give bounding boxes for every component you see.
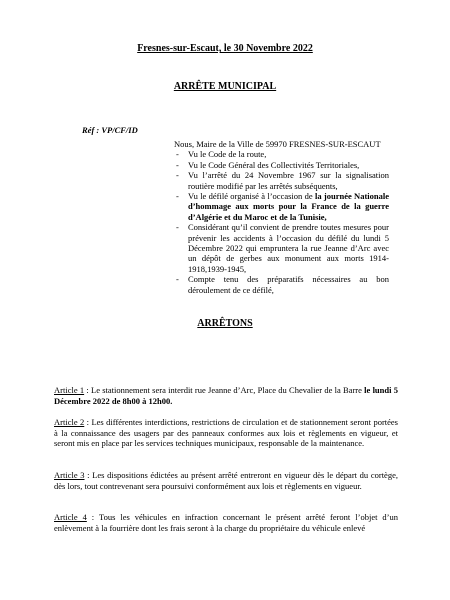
arretons-title: ARRÊTONS xyxy=(197,318,253,329)
document-title: ARRÊTE MUNICIPAL xyxy=(173,81,277,92)
article-label: Article 2 xyxy=(54,417,85,427)
consideration-text: Compte tenu des préparatifs nécessaires au bon déroulement de ce défilé, xyxy=(188,274,389,295)
article-label: Article 1 xyxy=(54,385,85,395)
date-line: Fresnes-sur-Escaut, le 30 Novembre 2022 xyxy=(137,43,313,54)
article-separator: : xyxy=(86,512,99,522)
list-dash: - xyxy=(176,222,179,233)
article-text: Tous les véhicules en infraction concernant le présent arrêté feront l’objet d’un enlèvement à la fourrière dont les frais seront à la charge du propriétaire du véhicule enlevé xyxy=(54,512,398,533)
consideration-item xyxy=(174,191,389,222)
consideration-bold-text: la journée Nationale d’hommage aux morts pour la France de la guerre d’Algérie et du Maroc et de la Tunisie, xyxy=(188,191,389,222)
article-text: Les dispositions édictées au présent arrêté entreront en vigueur dès le départ du cortège, dès lors, tout contrevenant sera poursuivi conformément aux lois et règlements en vigueur. xyxy=(54,470,398,491)
list-dash: - xyxy=(176,274,179,285)
article-3 xyxy=(54,470,398,491)
list-dash: - xyxy=(176,191,179,202)
consideration-text: Vu le Code Général des Collectivités Territoriales, xyxy=(188,159,360,170)
consideration-item xyxy=(174,160,389,170)
article-1 xyxy=(54,385,398,406)
consideration-text: Vu le Code de la route, xyxy=(188,149,267,160)
article-label: Article 3 xyxy=(54,470,85,480)
preamble-opening: Nous, Maire de la Ville de 59970 FRESNES-SUR-ESCAUT xyxy=(174,139,381,149)
article-4 xyxy=(54,512,398,533)
article-bold-text: le lundi 5 Décembre 2022 de 8h00 à 12h00. xyxy=(54,385,398,406)
consideration-text: Vu l’arrêté du 24 Novembre 1967 sur la signalisation routière modifié par les arrêtés subséquents, xyxy=(188,170,389,191)
consideration-text: Vu le défilé organisé à l’occasion de xyxy=(188,191,315,202)
consideration-text: Considérant qu’il convient de prendre toutes mesures pour prévenir les accidents à l’occasion du défilé du lundi 5 Décembre 2022 qui empruntera la rue Jeanne d’Arc avec un dépôt de gerbes aux monument aux morts 1914-1918,1939-1945, xyxy=(188,222,389,274)
consideration-item xyxy=(174,170,389,191)
list-dash: - xyxy=(176,149,179,160)
consideration-item xyxy=(174,274,389,295)
article-separator: : xyxy=(84,385,91,395)
list-dash: - xyxy=(176,159,179,170)
reference: Réf : VP/CF/ID xyxy=(82,125,138,135)
article-separator: : xyxy=(84,470,93,480)
article-2 xyxy=(54,417,398,449)
article-separator: : xyxy=(84,417,92,427)
article-label: Article 4 xyxy=(54,512,87,522)
consideration-item xyxy=(174,222,389,274)
preamble xyxy=(174,139,389,295)
list-dash: - xyxy=(176,170,179,181)
article-text: Le stationnement sera interdit rue Jeanne d’Arc, Place du Chevalier de la Barre xyxy=(91,385,365,395)
considerations-list xyxy=(174,149,389,295)
consideration-item xyxy=(174,149,389,159)
article-text: Les différentes interdictions, restrictions de circulation et de stationnement seront portées à la connaissance des usagers par des panneaux conformes aux lois et règlements en vigueur, et seront mis en place par les services techniques municipaux, responsable de la maintenance. xyxy=(54,417,398,448)
